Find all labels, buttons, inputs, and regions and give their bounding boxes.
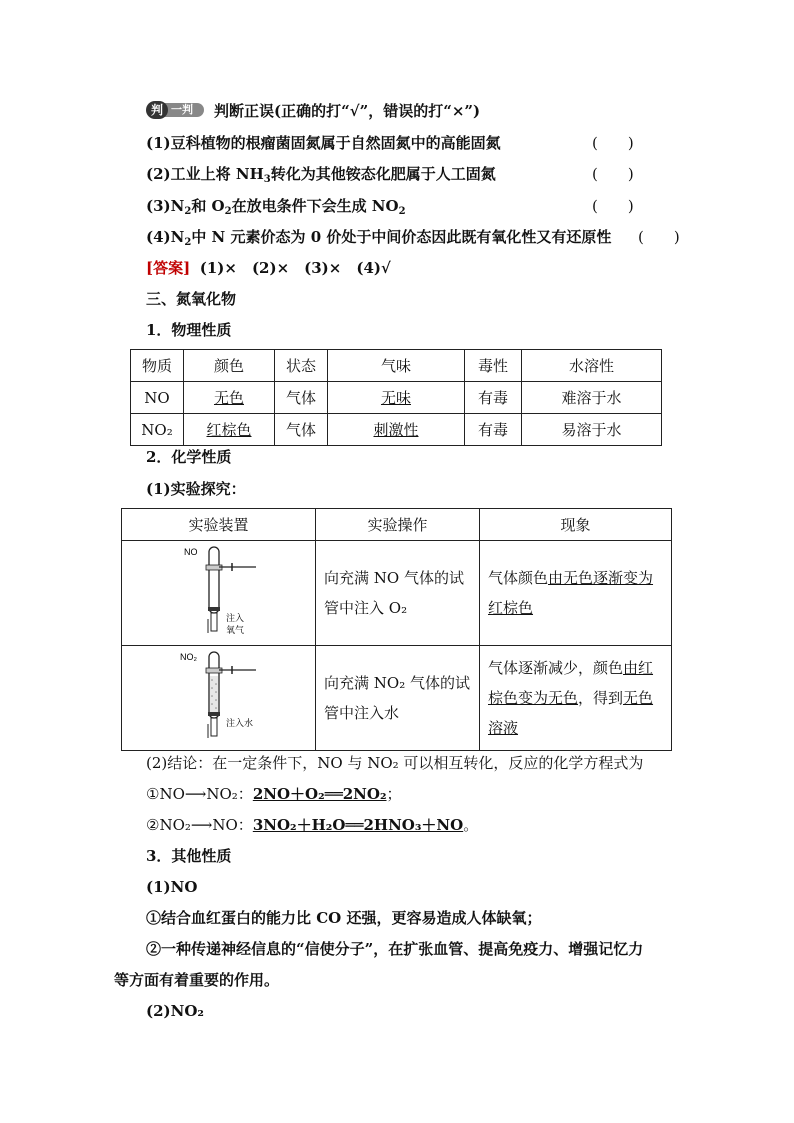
table-row (122, 646, 672, 751)
operation-cell-2 (316, 646, 480, 751)
table1-header: 物质 (131, 350, 184, 382)
table-row (131, 382, 662, 414)
diagram-label-no: NO (184, 547, 198, 557)
equation-1 (146, 784, 402, 804)
ph2-underlined-b3: 无色 (623, 689, 654, 707)
table1-header-row (131, 350, 662, 382)
table1-cell: 易溶于水 (522, 414, 662, 446)
table1-header: 状态 (275, 350, 328, 382)
phenomenon-cell-1 (480, 541, 672, 646)
diagram-label-oxygen: 氧气 (226, 625, 245, 635)
table2-header: 实验装置 (122, 509, 316, 541)
ph2-text-b2: ，得到 (578, 689, 624, 707)
judge-paren-3: ( ) (592, 197, 634, 215)
ph2-line-c: 溶液 (488, 719, 519, 737)
table1-cell: 刺激性 (328, 414, 465, 446)
op1-line-a: 向充满 NO 气体的试 (324, 569, 464, 587)
no-point-2a: ②一种传递神经信息的“信使分子”，在扩张血管、提高免疫力、增强记忆力 (146, 940, 644, 958)
conclusion: (2)结论：在一定条件下，NO 与 NO₂ 可以相互转化，反应的化学方程式为 (146, 754, 644, 772)
table1-cell: NO (131, 382, 184, 414)
experiment-table (121, 508, 672, 751)
explore-label: (1)实验探究： (146, 480, 246, 498)
judge-paren-1: ( ) (592, 134, 634, 152)
op2-line-b: 管中注入水 (324, 704, 400, 722)
judge-badge-tail: 一判 (160, 103, 204, 117)
table1-cell: 无色 (184, 382, 275, 414)
apparatus-no-oxygen-diagram (122, 541, 315, 645)
judge-item-1: (1)豆科植物的根瘤菌固氮属于自然固氮中的高能固氮 (146, 134, 501, 152)
table1-header: 毒性 (465, 350, 522, 382)
table1-cell: NO₂ (131, 414, 184, 446)
judge-item-3 (146, 196, 406, 216)
eq2-end: 。 (463, 816, 479, 834)
judge-item-3-sub2: 2 (224, 206, 232, 217)
ph2-line-a (488, 653, 663, 683)
ph1-line-a (488, 563, 663, 593)
answer-text: (1)× (2)× (3)× (4)√ (199, 259, 391, 277)
table1-cell: 有毒 (465, 382, 522, 414)
no-title: (1)NO (146, 878, 198, 896)
ph1-line-b: 红棕色 (488, 599, 534, 617)
judge-badge (146, 101, 204, 119)
answer-label: [答案] (146, 259, 191, 277)
sub-physical: 1．物理性质 (146, 321, 232, 339)
eq2-label: ②NO₂⟶NO： (146, 816, 253, 834)
diagram-label-no2: NO₂ (180, 652, 197, 662)
table1-header: 水溶性 (522, 350, 662, 382)
no-point-2b: 等方面有着重要的作用。 (114, 971, 280, 989)
judge-item-2-a: (2)工业上将 NH (146, 165, 264, 183)
judge-item-3-sub3: 2 (398, 206, 406, 217)
judge-badge-head: 判 (146, 101, 168, 119)
table1-header: 颜色 (184, 350, 275, 382)
judge-item-3-a: (3)N (146, 197, 185, 215)
judge-item-4-a: (4)N (146, 228, 185, 246)
no-point-1: ①结合血红蛋白的能力比 CO 还强，更容易造成人体缺氧； (146, 909, 542, 927)
diagram-label-inject: 注入 (226, 613, 245, 623)
judge-item-4 (146, 227, 611, 247)
sub-chemical: 2．化学性质 (146, 448, 232, 466)
eq1-end: ； (386, 785, 402, 803)
judge-item-2-b: 转化为其他铵态化肥属于人工固氮 (270, 165, 496, 183)
judge-paren-4: ( ) (638, 228, 680, 246)
table1-cell: 有毒 (465, 414, 522, 446)
judge-item-2-sub: 3 (263, 174, 271, 185)
ph2-underlined: 由红 (623, 659, 654, 677)
apparatus-no2-water-diagram (122, 646, 315, 750)
table-row (131, 414, 662, 446)
eq1-label: ①NO⟶NO₂： (146, 785, 253, 803)
ph2-line-b (488, 683, 663, 713)
judge-item-3-c: 在放电条件下会生成 NO (231, 197, 399, 215)
ph1-underlined: 由无色逐渐变为 (548, 569, 654, 587)
ph1-text: 气体颜色 (488, 569, 549, 587)
phenomenon-cell-2 (480, 646, 672, 751)
judge-paren-2: ( ) (592, 165, 634, 183)
apparatus-cell-1 (122, 541, 316, 646)
op2-line-a: 向充满 NO₂ 气体的试 (324, 674, 470, 692)
table2-header-row (122, 509, 672, 541)
apparatus-cell-2 (122, 646, 316, 751)
no2-title: (2)NO₂ (146, 1002, 204, 1020)
table1-cell: 气体 (275, 382, 328, 414)
judge-item-2 (146, 164, 496, 184)
judge-heading-line (146, 101, 480, 121)
judge-item-3-b: 和 O (191, 197, 225, 215)
op1-line-b: 管中注入 O₂ (324, 599, 408, 617)
judge-item-4-b: 中 N 元素价态为 0 价处于中间价态因此既有氧化性又有还原性 (191, 228, 612, 246)
eq2-formula: 3NO₂＋H₂O══2HNO₃＋NO (252, 816, 464, 834)
equation-2 (146, 815, 478, 835)
table1-cell: 无味 (328, 382, 465, 414)
operation-cell-1 (316, 541, 480, 646)
sub-other: 3．其他性质 (146, 847, 232, 865)
judge-item-3-sub1: 2 (184, 206, 192, 217)
table2-header: 现象 (480, 509, 672, 541)
section-title: 三、氮氧化物 (146, 290, 237, 308)
table1-cell: 气体 (275, 414, 328, 446)
table2-header: 实验操作 (316, 509, 480, 541)
judge-item-4-sub: 2 (184, 237, 192, 248)
answer-line (146, 258, 391, 278)
eq1-formula: 2NO＋O₂══2NO₂ (252, 785, 387, 803)
table1-cell: 红棕色 (184, 414, 275, 446)
table1-header: 气味 (328, 350, 465, 382)
diagram-label-inject-water: 注入水 (226, 718, 254, 728)
physical-properties-table (130, 349, 662, 446)
table1-cell: 难溶于水 (522, 382, 662, 414)
ph2-text: 气体逐渐减少，颜色 (488, 659, 624, 677)
table-row (122, 541, 672, 646)
ph2-underlined-b1: 棕色变为无色 (488, 689, 579, 707)
judge-heading: 判断正误(正确的打“√”，错误的打“×”) (214, 102, 481, 120)
